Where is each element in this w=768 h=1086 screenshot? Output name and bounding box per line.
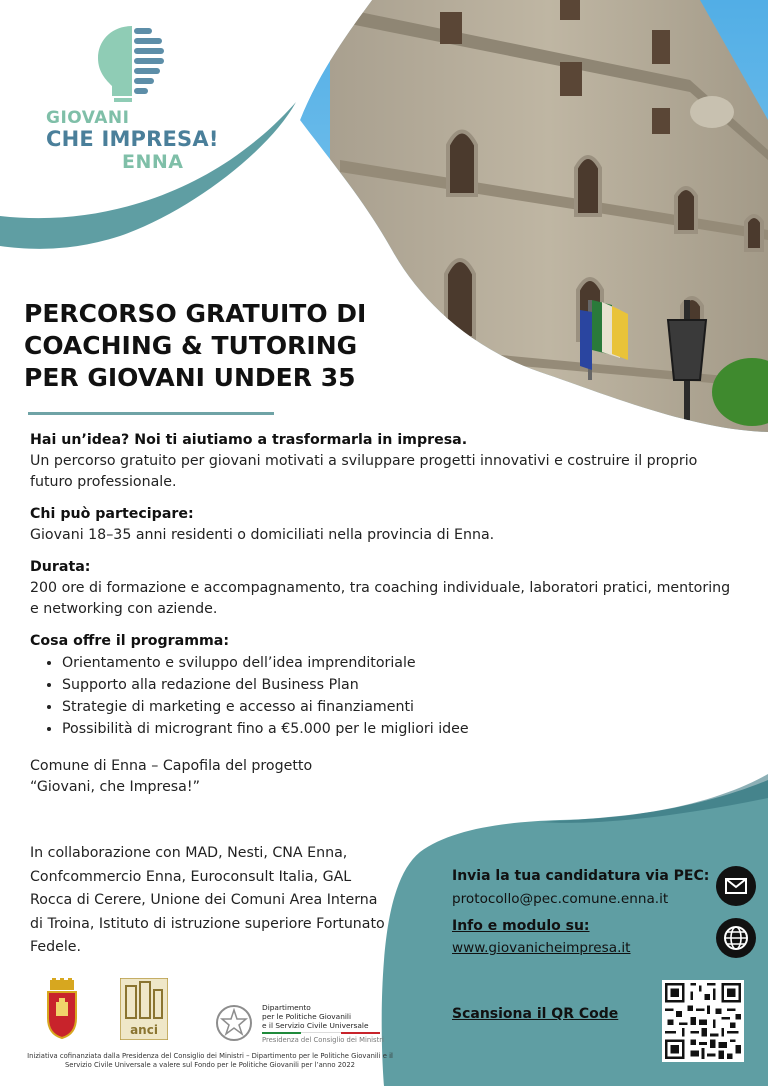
pec-address-link[interactable]: protocollo@pec.comune.enna.it [452, 891, 669, 907]
qr-code-icon[interactable] [662, 980, 744, 1062]
list-item: • Supporto alla redazione del Business Plan [62, 674, 742, 696]
website-link[interactable]: www.giovanicheimpresa.it [452, 940, 631, 956]
list-item: • Possibilità di microgrant fino a €5.000 per le migliori idee [62, 718, 742, 740]
lead-line-1: Comune di Enna – Capofila del progetto [30, 758, 313, 774]
program-list [30, 652, 742, 740]
duration-section [30, 557, 742, 620]
globe-icon [716, 918, 756, 958]
intro-heading: Hai un’idea? Noi ti aiutiamo a trasformarla in impresa. [30, 432, 468, 448]
enna-crest-icon [44, 978, 80, 1040]
italian-republic-emblem-icon [214, 1002, 254, 1044]
italian-flag-stripe [262, 1032, 380, 1034]
headline-line-2: COACHING & TUTORING [24, 331, 358, 360]
anci-logo-icon [120, 978, 168, 1040]
list-item: • Orientamento e sviluppo dell’idea imprenditoriale [62, 652, 742, 674]
anci-text: anci [130, 1023, 158, 1037]
info-label: Info e modulo su: [452, 918, 590, 934]
headline-line-3: PER GIOVANI UNDER 35 [24, 363, 356, 392]
qr-label: Scansiona il QR Code [452, 1006, 619, 1022]
logo-line-giovani: GIOVANI [46, 108, 130, 128]
program-heading: Cosa offre il programma: [30, 633, 230, 649]
intro-section [30, 430, 742, 493]
department-logo [262, 1003, 392, 1045]
logo-line-enna: ENNA [122, 151, 184, 173]
pec-label: Invia la tua candidatura via PEC: [452, 868, 710, 884]
mail-icon [716, 866, 756, 906]
who-heading: Chi può partecipare: [30, 506, 194, 522]
duration-text: 200 ore di formazione e accompagnamento, tra coaching individuale, laboratori pratici, mentoring e networking con aziende. [30, 580, 731, 617]
partners-text: In collaborazione con MAD, Nesti, CNA Enna, Confcommercio Enna, Euroconsult Italia, GAL Rocca di Cerere, Unione dei Comuni Area Interna di Troina, Istituto di istruzione superiore Fortunato Fedele. [30, 845, 385, 955]
department-line-2: per le Politiche Giovanili [262, 1012, 352, 1022]
department-line-3: e il Servizio Civile Universale [262, 1021, 369, 1031]
logo-line-che-impresa: CHE IMPRESA! [46, 127, 219, 151]
department-sub: Presidenza del Consiglio dei Ministri [262, 1035, 384, 1044]
who-text: Giovani 18–35 anni residenti o domiciliati nella provincia di Enna. [30, 527, 495, 543]
logo [18, 14, 248, 174]
intro-text: Un percorso gratuito per giovani motivati a sviluppare progetti innovativi e costruire il proprio futuro professionale. [30, 453, 698, 490]
list-item: • Strategie di marketing e accesso ai finanziamenti [62, 696, 742, 718]
duration-heading: Durata: [30, 559, 91, 575]
divider [28, 412, 274, 415]
department-line-1: Dipartimento [262, 1003, 311, 1012]
who-section [30, 504, 742, 546]
lightbulb-logo-icon [96, 24, 166, 106]
body-content [30, 430, 742, 809]
headline [24, 298, 424, 394]
program-section [30, 631, 742, 740]
lead-line-2: “Giovani, che Impresa!” [30, 779, 200, 795]
cofinancing-note: Iniziativa cofinanziata dalla Presidenza del Consiglio dei Ministri – Dipartimento per le Politiche Giovanili e il Servizio Civile Universale a valere sul Fondo per le Politiche Giovanili per l’anno 2022 [27, 1052, 393, 1069]
headline-line-1: PERCORSO GRATUITO DI [24, 299, 367, 328]
